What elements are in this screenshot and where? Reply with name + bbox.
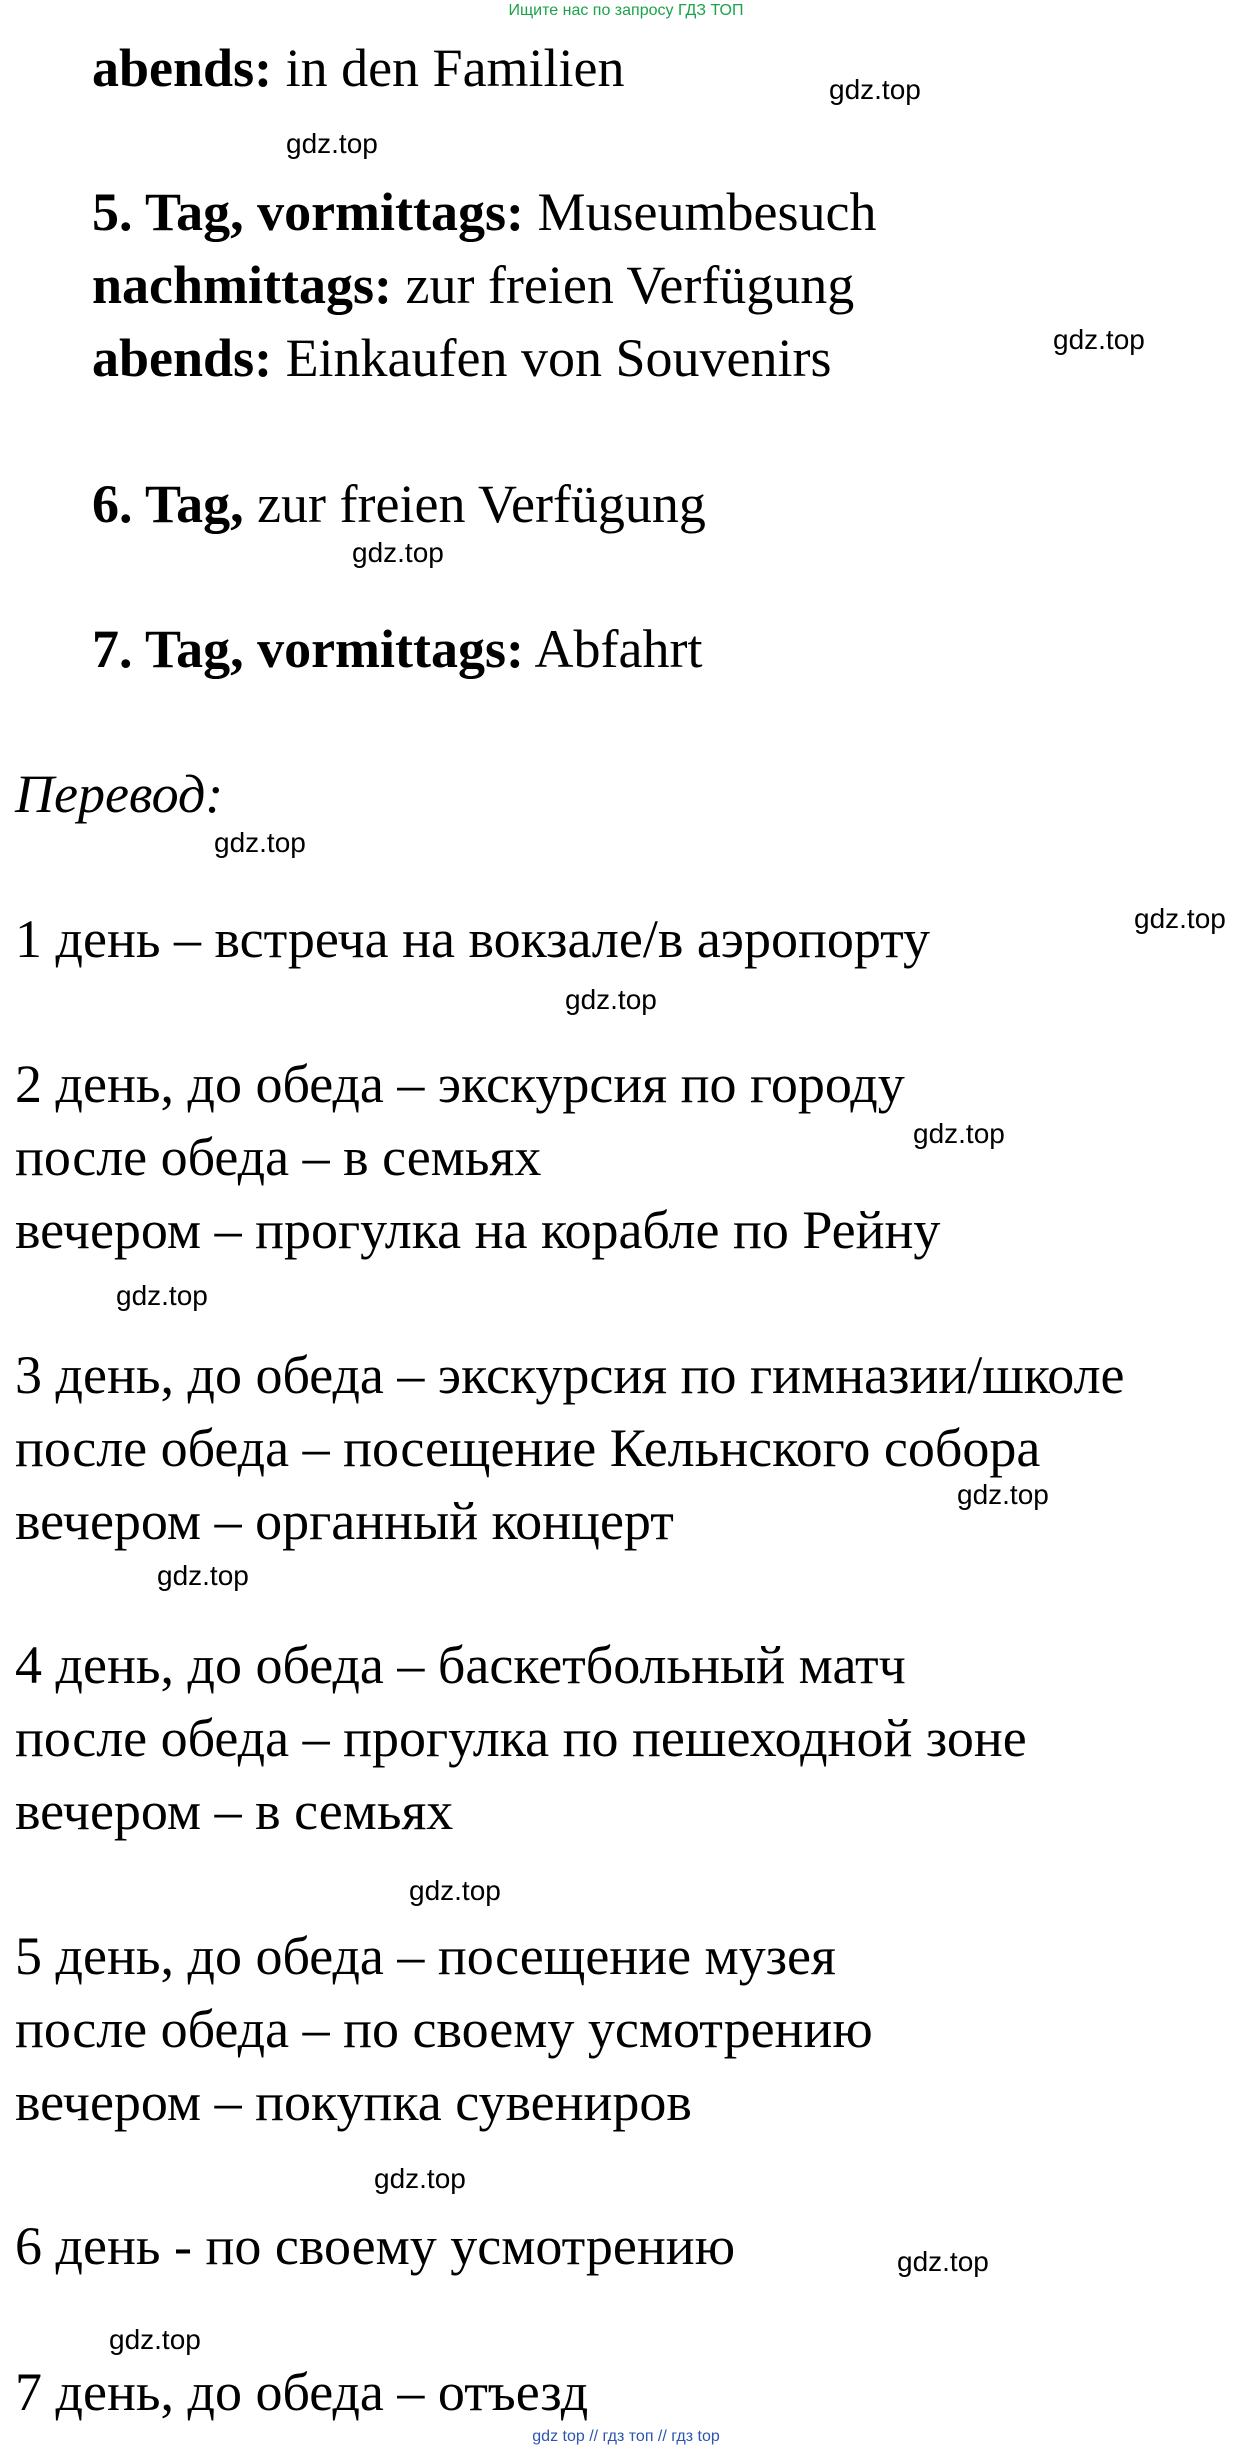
watermark: gdz.top <box>116 1280 208 1311</box>
translation-line: 4 день, до обеда – баскетбольный матч <box>15 1635 906 1695</box>
watermark: gdz.top <box>1134 903 1226 934</box>
watermark: gdz.top <box>1053 324 1145 355</box>
translation-line: вечером – органный концерт <box>15 1491 674 1551</box>
translation-line: вечером – покупка сувениров <box>15 2072 692 2132</box>
watermark: gdz.top <box>374 2163 466 2194</box>
watermark: gdz.top <box>897 2246 989 2277</box>
translation-line: 6 день - по своему усмотрению <box>15 2216 736 2276</box>
german-line-2-bold: 5. Tag, vormittags: <box>92 182 524 242</box>
translation-line: вечером – в семьях <box>15 1781 454 1841</box>
translation-heading: Перевод: <box>15 764 224 824</box>
german-line-1-bold: abends: <box>92 38 273 98</box>
top-banner: Ищите нас по запросу ГДЗ ТОП <box>508 2 744 19</box>
watermark: gdz.top <box>913 1118 1005 1149</box>
watermark: gdz.top <box>957 1479 1049 1510</box>
translation-line: 3 день, до обеда – экскурсия по гимназии/школе <box>15 1345 1125 1405</box>
watermark: gdz.top <box>157 1560 249 1591</box>
german-line-3-text: zur freien Verfügung <box>391 255 855 315</box>
german-line-4-text: Einkaufen von Souvenirs <box>272 328 832 388</box>
german-line-1 <box>92 38 625 98</box>
german-line-2 <box>92 182 876 242</box>
german-line-6-text: Abfahrt <box>524 619 703 679</box>
german-line-5-bold: 6. Tag, <box>92 474 244 534</box>
watermark: gdz.top <box>286 128 378 159</box>
watermark: gdz.top <box>109 2324 201 2355</box>
german-line-4 <box>92 328 831 388</box>
translation-line: после обеда – в семьях <box>15 1127 542 1187</box>
german-line-6 <box>92 619 702 679</box>
watermark: gdz.top <box>829 74 921 105</box>
german-line-4-bold: abends: <box>92 328 273 388</box>
watermark: gdz.top <box>565 984 657 1015</box>
german-line-6-bold: 7. Tag, vormittags: <box>92 619 524 679</box>
translation-line: вечером – прогулка на корабле по Рейну <box>15 1200 941 1260</box>
bottom-banner: gdz top // гдз топ // гдз top <box>532 2428 720 2445</box>
watermark: gdz.top <box>352 537 444 568</box>
translation-line: после обеда – посещение Кельнского собора <box>15 1418 1041 1478</box>
translation-line: 7 день, до обеда – отъезд <box>15 2362 589 2422</box>
german-line-5-text: zur freien Verfügung <box>243 474 706 534</box>
german-line-5 <box>92 474 706 534</box>
german-line-3 <box>92 255 854 315</box>
german-line-1-text: in den Familien <box>272 38 625 98</box>
translation-line: 1 день – встреча на вокзале/в аэропорту <box>15 909 931 969</box>
german-line-3-bold: nachmittags: <box>92 255 392 315</box>
watermark: gdz.top <box>214 827 306 858</box>
german-line-2-text: Museumbesuch <box>524 182 877 242</box>
translation-line: после обеда – по своему усмотрению <box>15 1999 873 2059</box>
translation-line: 5 день, до обеда – посещение музея <box>15 1926 836 1986</box>
translation-line: после обеда – прогулка по пешеходной зоне <box>15 1708 1027 1768</box>
translation-line: 2 день, до обеда – экскурсия по городу <box>15 1054 905 1114</box>
watermark: gdz.top <box>409 1875 501 1906</box>
